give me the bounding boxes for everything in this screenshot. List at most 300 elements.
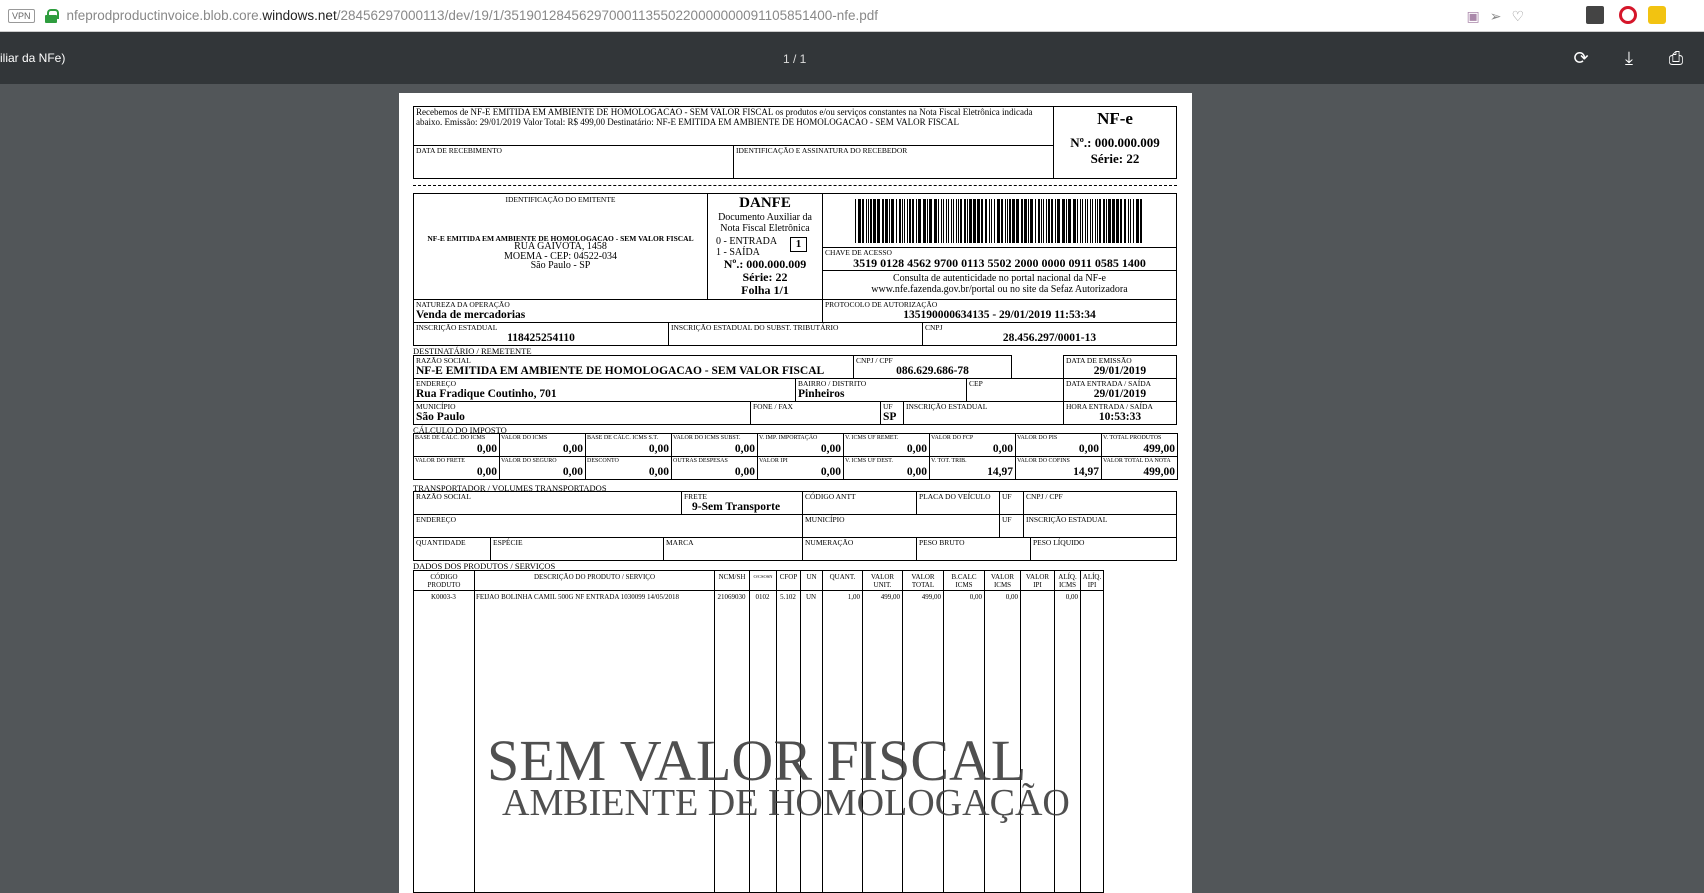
imposto-section: CÁLCULO DO IMPOSTO <box>413 425 507 435</box>
dest-bairro-value: Pinheiros <box>798 388 845 400</box>
produtos-cell: 5.102 <box>780 593 796 601</box>
imposto-value: 14,97 <box>1073 466 1099 478</box>
imposto-cell <box>843 433 930 457</box>
dest-cnpj-value: 086.629.686-78 <box>896 365 969 377</box>
barcode-bar <box>1087 199 1088 243</box>
canhoto-numero: Nº.: 000.000.009 <box>1070 135 1160 150</box>
dest-entrada-value: 29/01/2019 <box>1093 388 1147 400</box>
consulta-line1: Consulta de autenticidade no portal nacional da NF-e <box>893 273 1106 284</box>
transp-ie-label: INSCRIÇÃO ESTADUAL <box>1026 515 1108 524</box>
imposto-label: V. TOT. TRIB. <box>931 458 967 464</box>
barcode-bar <box>946 199 947 243</box>
imposto-value: 499,00 <box>1143 443 1175 455</box>
imposto-value: 0,00 <box>476 443 497 455</box>
produtos-cell: 0102 <box>755 593 770 601</box>
address-bar[interactable] <box>0 0 1704 32</box>
produtos-header: DESCRIÇÃO DO PRODUTO / SERVIÇO <box>475 571 714 591</box>
produtos-column <box>413 570 475 893</box>
danfe-entrada: 0 - ENTRADA <box>716 236 778 247</box>
imposto-cell <box>1015 433 1102 457</box>
imposto-value: 0,00 <box>906 466 927 478</box>
barcode-bar <box>1016 199 1019 243</box>
translate-icon[interactable]: ▣ <box>1466 8 1480 24</box>
data-recebimento-label: DATA DE RECEBIMENTO <box>416 146 502 155</box>
barcode-bar <box>1095 199 1096 243</box>
barcode-bar <box>1133 199 1134 243</box>
barcode-bar <box>973 199 976 243</box>
imposto-cell <box>499 456 586 480</box>
barcode-bar <box>1128 199 1129 243</box>
transp-peso-liquido-label: PESO LÍQUIDO <box>1033 538 1085 547</box>
produtos-section: DADOS DOS PRODUTOS / SERVIÇOS <box>413 561 556 571</box>
barcode-bar <box>1038 199 1040 243</box>
barcode-bar <box>1120 199 1122 243</box>
pdf-toolbar <box>0 32 1704 84</box>
produtos-cell: 1,00 <box>847 593 860 601</box>
dest-razao-value: NF-E EMITIDA EM AMBIENTE DE HOMOLOGACAO - SEM VALOR FISCAL <box>416 365 825 377</box>
transp-placa-box <box>916 491 1000 515</box>
canhoto-text: Recebemos de NF-E EMITIDA EM AMBIENTE DE HOMOLOGACAO - SEM VALOR FISCAL os produtos e/ou serviços constantes na Nota Fiscal Eletrônica indicada abaixo. Emissão: 29/01/2019 Valor Total: R$ 499,00 Destinatário: NF-E EMITIDA EM AMBIENTE DE HOMOLOGACAO - SEM VALOR FISCAL <box>416 107 1033 127</box>
dest-ie-label: INSCRIÇÃO ESTADUAL <box>906 402 988 411</box>
dest-bairro-box <box>795 378 967 402</box>
canhoto-text-box <box>413 106 1054 146</box>
imposto-cell <box>671 433 758 457</box>
barcode-bar <box>989 199 990 243</box>
produtos-cell: FEIJAO BOLINHA CAMIL 500G NF ENTRADA 1030099 14/05/2018 <box>476 593 679 601</box>
nfe-title: NF-e <box>1097 109 1133 128</box>
imposto-cell <box>1101 456 1178 480</box>
produtos-header: NCM/SH <box>715 571 749 591</box>
transp-razao-label: RAZÃO SOCIAL <box>416 492 471 501</box>
imposto-cell <box>499 433 586 457</box>
imposto-label: VALOR DO SEGURO <box>501 458 557 464</box>
barcode-bar <box>967 199 968 243</box>
dest-hora-box <box>1063 401 1177 425</box>
imposto-value: 0,00 <box>562 443 583 455</box>
barcode-bar <box>1092 199 1093 243</box>
transp-uf2-label: UF <box>1002 515 1012 524</box>
imposto-label: DESCONTO <box>587 458 619 464</box>
transp-marca-label: MARCA <box>666 538 694 547</box>
watermark-line2: AMBIENTE DE HOMOLOGAÇÃO <box>502 782 1070 824</box>
danfe-serie: Série: 22 <box>742 270 788 284</box>
transp-ie-box <box>1023 514 1177 538</box>
transp-peso-liquido-box <box>1030 537 1177 561</box>
barcode-bar <box>1066 199 1067 243</box>
barcode-bar <box>941 199 942 243</box>
barcode-bar <box>907 199 908 243</box>
imposto-label: VALOR TOTAL DA NOTA <box>1103 458 1171 464</box>
danfe-numero-block <box>708 258 822 297</box>
imposto-cell <box>585 433 672 457</box>
dest-emissao-value: 29/01/2019 <box>1093 365 1147 377</box>
barcode-bar <box>977 199 980 243</box>
transp-uf-box <box>999 491 1024 515</box>
barcode-bar <box>918 199 921 243</box>
dest-entrada-box <box>1063 378 1177 402</box>
heart-icon[interactable]: ♡ <box>1511 8 1524 24</box>
transp-frete-box <box>681 491 803 515</box>
produtos-header: VALOR UNIT. <box>863 571 902 591</box>
transp-municipio-label: MUNICÍPIO <box>805 515 845 524</box>
barcode-bar <box>873 199 876 243</box>
opera-icon[interactable] <box>1619 6 1637 24</box>
barcode <box>855 199 1145 243</box>
cut-line <box>413 185 1177 186</box>
barcode-bar <box>1043 199 1044 243</box>
barcode-bar <box>1136 199 1139 243</box>
url-prefix: nfeprodproductinvoice.blob.core. <box>66 8 263 23</box>
imposto-label: VALOR DO FCP <box>931 435 974 441</box>
barcode-bar <box>1085 199 1086 243</box>
document-title: iliar da NFe) <box>0 51 66 65</box>
imposto-label: VALOR DO COFINS <box>1017 458 1070 464</box>
transp-municipio-box <box>802 514 1000 538</box>
dest-hora-value: 10:53:33 <box>1098 411 1142 423</box>
produtos-cell: UN <box>805 593 817 601</box>
imposto-label: V. ICMS UF REMET. <box>845 435 899 441</box>
dest-fone-box <box>750 401 881 425</box>
emitente-cidade: São Paulo - SP <box>530 260 591 271</box>
imposto-label: VALOR DO FRETE <box>415 458 465 464</box>
produtos-cell: 21069030 <box>717 593 746 601</box>
imposto-value: 0,00 <box>906 443 927 455</box>
dest-endereco-value: Rua Fradique Coutinho, 701 <box>416 388 557 400</box>
barcode-box <box>822 193 1177 248</box>
ie-st-label: INSCRIÇÃO ESTADUAL DO SUBST. TRIBUTÁRIO <box>671 323 839 332</box>
emitente-rua: RUA GAIVOTA, 1458 <box>514 241 607 252</box>
transp-antt-box <box>802 491 917 515</box>
barcode-bar <box>985 199 987 243</box>
transp-section: TRANSPORTADOR / VOLUMES TRANSPORTADOS <box>413 483 607 493</box>
cnpj-emitente-value: 28.456.297/0001-13 <box>1002 332 1097 344</box>
cnpj-emitente-box <box>922 322 1177 346</box>
ie-box <box>413 322 669 346</box>
canhoto-nfe-box <box>1053 106 1177 179</box>
dest-endereco-box <box>413 378 796 402</box>
produtos-header: B.CALC ICMS <box>944 571 984 591</box>
barcode-bar <box>1012 199 1015 243</box>
url-path: /28456297000113/dev/19/1/35190128456297000113550220000000091105851400-nfe.pdf <box>336 8 878 23</box>
barcode-bar <box>1041 199 1042 243</box>
send-icon[interactable]: ➢ <box>1489 8 1502 24</box>
barcode-bar <box>964 199 966 243</box>
imposto-cell <box>1101 433 1178 457</box>
barcode-bar <box>1140 199 1142 243</box>
natureza-box <box>413 299 823 323</box>
barcode-bar <box>994 199 995 243</box>
barcode-bar <box>1073 199 1076 243</box>
emitente-label: IDENTIFICAÇÃO DO EMITENTE <box>505 195 616 204</box>
barcode-bar <box>877 199 880 243</box>
barcode-bar <box>902 199 903 243</box>
imposto-label: VALOR DO ICMS <box>501 435 548 441</box>
transp-frete-label: FRETE <box>684 492 707 501</box>
pdf-page <box>399 93 1192 893</box>
dest-cep-box <box>966 378 1064 402</box>
cnpj-emitente-label: CNPJ <box>925 323 943 332</box>
imposto-cell <box>413 433 500 457</box>
imposto-value: 0,00 <box>648 443 669 455</box>
barcode-bar <box>953 199 954 243</box>
barcode-bar <box>870 199 872 243</box>
barcode-bar <box>858 199 861 243</box>
identificacao-recebedor-label: IDENTIFICAÇÃO E ASSINATURA DO RECEBEDOR <box>736 146 908 155</box>
imposto-label: VALOR DO ICMS SUBST. <box>673 435 741 441</box>
imposto-value: 499,00 <box>1143 466 1175 478</box>
imposto-label: VALOR DO PIS <box>1017 435 1058 441</box>
dest-uf-value: SP <box>883 411 897 423</box>
protocolo-label: PROTOCOLO DE AUTORIZAÇÃO <box>825 300 938 309</box>
barcode-bar <box>1030 199 1033 243</box>
transp-especie-label: ESPÉCIE <box>493 538 523 547</box>
produtos-header: ALÍQ. IPI <box>1082 573 1102 589</box>
barcode-bar <box>889 199 890 243</box>
imposto-value: 0,00 <box>734 466 755 478</box>
barcode-bar <box>1021 199 1023 243</box>
produtos-header: VALOR TOTAL <box>903 571 943 591</box>
imposto-label: V. TOTAL PRODUTOS <box>1103 435 1162 441</box>
lock-icon <box>45 9 57 23</box>
dest-municipio-box <box>413 401 751 425</box>
produtos-header: UN <box>801 571 822 591</box>
transp-peso-bruto-label: PESO BRUTO <box>919 538 965 547</box>
barcode-bar <box>1057 199 1060 243</box>
barcode-bar <box>958 199 959 243</box>
barcode-bar <box>1116 199 1119 243</box>
imposto-cell <box>671 456 758 480</box>
dest-ie-box <box>903 401 1064 425</box>
imposto-label: VALOR IPI <box>759 458 788 464</box>
barcode-bar <box>1108 199 1111 243</box>
dest-razao-box <box>413 355 854 379</box>
imposto-label: V. ICMS UF DEST. <box>845 458 893 464</box>
barcode-bar <box>1055 199 1056 243</box>
dest-endereco-label: ENDEREÇO <box>416 379 456 388</box>
barcode-bar <box>899 199 901 243</box>
imposto-cell <box>757 456 844 480</box>
barcode-bar <box>929 199 932 243</box>
imposto-cell <box>757 433 844 457</box>
produtos-cell: 0,00 <box>969 593 982 601</box>
produtos-cell: 0,00 <box>1005 593 1018 601</box>
dest-cnpj-label: CNPJ / CPF <box>856 356 893 365</box>
transp-numeracao-label: NUMERAÇÃO <box>805 538 854 547</box>
barcode-bar <box>951 199 952 243</box>
barcode-bar <box>1097 199 1098 243</box>
barcode-bar <box>868 199 869 243</box>
barcode-bar <box>997 199 1000 243</box>
barcode-bar <box>909 199 911 243</box>
imposto-value: 0,00 <box>562 466 583 478</box>
produtos-column <box>1054 570 1081 893</box>
transp-razao-box <box>413 491 682 515</box>
canhoto-serie: Série: 22 <box>1090 151 1140 166</box>
download-icon[interactable]: ⤓ <box>1625 47 1633 68</box>
barcode-bar <box>866 199 867 243</box>
dest-hora-label: HORA ENTRADA / SAÍDA <box>1066 402 1153 411</box>
transp-uf-label: UF <box>1002 492 1012 501</box>
barcode-bar <box>1080 199 1081 243</box>
barcode-bar <box>1082 199 1083 243</box>
danfe-numero: Nº.: 000.000.009 <box>723 257 807 271</box>
produtos-header: CÓDIGO PRODUTO <box>414 571 474 591</box>
barcode-bar <box>916 199 917 243</box>
imposto-value: 0,00 <box>820 466 841 478</box>
produtos-cell: 499,00 <box>921 593 941 601</box>
imposto-cell <box>843 456 930 480</box>
barcode-bar <box>991 199 992 243</box>
notes-icon[interactable] <box>1648 6 1666 24</box>
destinatario-section: DESTINATÁRIO / REMETENTE <box>413 346 532 356</box>
barcode-bar <box>1001 199 1003 243</box>
danfe-tipo: 1 <box>790 237 807 252</box>
dest-uf-label: UF <box>883 402 893 411</box>
dest-fone-label: FONE / FAX <box>753 402 793 411</box>
produtos-header: VALOR IPI <box>1021 571 1054 591</box>
barcode-bar <box>1035 199 1036 243</box>
dest-cep-label: CEP <box>969 379 983 388</box>
transp-marca-box <box>663 537 803 561</box>
imposto-cell <box>929 456 1016 480</box>
danfe-sub2: Nota Fiscal Eletrônica <box>720 223 810 234</box>
vpn-badge[interactable]: VPN <box>8 9 35 23</box>
barcode-bar <box>885 199 888 243</box>
print-icon[interactable]: ⎙ <box>1668 47 1684 68</box>
barcode-bar <box>1028 199 1029 243</box>
danfe-folha: Folha 1/1 <box>741 283 789 297</box>
imposto-label: BASE DE CÁLC. DO ICMS <box>415 435 486 441</box>
imposto-value: 0,00 <box>734 443 755 455</box>
barcode-bar <box>943 199 944 243</box>
transp-numeracao-box <box>802 537 917 561</box>
page-indicator: 1 / 1 <box>783 52 807 66</box>
barcode-bar <box>1046 199 1047 243</box>
natureza-value: Venda de mercadorias <box>416 309 526 321</box>
imposto-cell <box>585 456 672 480</box>
barcode-bar <box>891 199 894 243</box>
barcode-bar <box>1112 199 1115 243</box>
barcode-bar <box>934 199 937 243</box>
produtos-header: QUANT. <box>823 571 862 591</box>
extensions-icon[interactable] <box>1586 6 1604 24</box>
ie-value: 118425254110 <box>507 332 575 344</box>
transp-frete-value: 9-Sem Transporte <box>692 501 781 513</box>
transp-endereco-label: ENDEREÇO <box>416 515 456 524</box>
dest-uf-box <box>880 401 904 425</box>
transp-endereco-box <box>413 514 803 538</box>
barcode-bar <box>1099 199 1101 243</box>
barcode-bar <box>1103 199 1105 243</box>
dest-bairro-label: BAIRRO / DISTRITO <box>798 379 867 388</box>
url-domain: windows.net <box>262 8 337 23</box>
barcode-bar <box>1077 199 1078 243</box>
emitente-endereco <box>414 242 707 271</box>
data-recebimento-box <box>413 145 734 179</box>
transp-especie-box <box>490 537 664 561</box>
transp-uf2-box <box>999 514 1024 538</box>
identificacao-recebedor-box <box>733 145 1054 179</box>
danfe-sub1: Documento Auxiliar da <box>718 212 812 223</box>
watermark-line1: SEM VALOR FISCAL <box>487 728 1027 793</box>
url-text[interactable] <box>67 8 878 23</box>
barcode-bar <box>1005 199 1006 243</box>
dest-municipio-value: São Paulo <box>416 411 465 423</box>
barcode-bar <box>956 199 957 243</box>
produtos-cell: K0003-3 <box>431 593 456 601</box>
ie-label: INSCRIÇÃO ESTADUAL <box>416 323 498 332</box>
barcode-bar <box>927 199 928 243</box>
dest-emissao-box <box>1063 355 1177 379</box>
barcode-bar <box>981 199 983 243</box>
produtos-cell: 499,00 <box>880 593 900 601</box>
consulta-box <box>822 270 1177 300</box>
transp-quantidade-box <box>413 537 491 561</box>
transp-quantidade-label: QUANTIDADE <box>416 538 466 547</box>
chave-acesso-box <box>822 247 1177 271</box>
transp-cnpj-label: CNPJ / CPF <box>1026 492 1063 501</box>
chave-acesso-label: CHAVE DE ACESSO <box>825 248 892 257</box>
transp-peso-bruto-box <box>916 537 1031 561</box>
imposto-cell <box>1015 456 1102 480</box>
imposto-cell <box>929 433 1016 457</box>
barcode-bar <box>1024 199 1027 243</box>
produtos-header: VALOR ICMS <box>985 571 1020 591</box>
barcode-bar <box>1068 199 1071 243</box>
imposto-value: 0,00 <box>820 443 841 455</box>
transp-antt-label: CÓDIGO ANTT <box>805 492 856 501</box>
rotate-icon[interactable]: ⟳ <box>1573 47 1589 68</box>
transp-placa-label: PLACA DO VEÍCULO <box>919 492 991 501</box>
barcode-bar <box>1007 199 1008 243</box>
imposto-value: 0,00 <box>648 466 669 478</box>
barcode-bar <box>855 199 856 243</box>
barcode-bar <box>882 199 884 243</box>
barcode-bar <box>1124 199 1126 243</box>
barcode-bar <box>948 199 949 243</box>
dest-emissao-label: DATA DE EMISSÃO <box>1066 356 1132 365</box>
protocolo-value: 135190000634135 - 29/01/2019 11:53:34 <box>903 309 1096 321</box>
danfe-box <box>707 193 823 300</box>
barcode-bar <box>938 199 939 243</box>
danfe-tipo-opcoes <box>716 236 777 258</box>
ie-st-box <box>668 322 923 346</box>
barcode-bar <box>862 199 864 243</box>
imposto-cell <box>413 456 500 480</box>
emitente-nome: NF-E EMITIDA EM AMBIENTE DE HOMOLOGACAO - SEM VALOR FISCAL <box>427 234 694 243</box>
dest-entrada-label: DATA ENTRADA / SAÍDA <box>1066 379 1152 388</box>
produtos-header: ALÍQ. ICMS <box>1055 571 1080 591</box>
produtos-header: CFOP <box>777 571 800 591</box>
emitente-bairro: MOEMA - CEP: 04522-034 <box>503 250 618 262</box>
barcode-bar <box>1051 199 1053 243</box>
barcode-bar <box>904 199 905 243</box>
barcode-bar <box>912 199 914 243</box>
produtos-column <box>1080 570 1104 893</box>
barcode-bar <box>1130 199 1131 243</box>
dest-razao-label: RAZÃO SOCIAL <box>416 356 471 365</box>
imposto-value: 0,00 <box>1078 443 1099 455</box>
barcode-bar <box>1106 199 1107 243</box>
imposto-label: V. IMP. IMPORTAÇÃO <box>759 435 818 441</box>
barcode-bar <box>896 199 897 243</box>
address-icons <box>1466 8 1524 25</box>
dest-cnpj-box <box>853 355 1012 379</box>
barcode-bar <box>960 199 962 243</box>
barcode-bar <box>1048 199 1050 243</box>
imposto-value: 0,00 <box>476 466 497 478</box>
chave-acesso-value: 3519 0128 4562 9700 0113 5502 2000 0000 0911 0585 1400 <box>853 256 1146 270</box>
